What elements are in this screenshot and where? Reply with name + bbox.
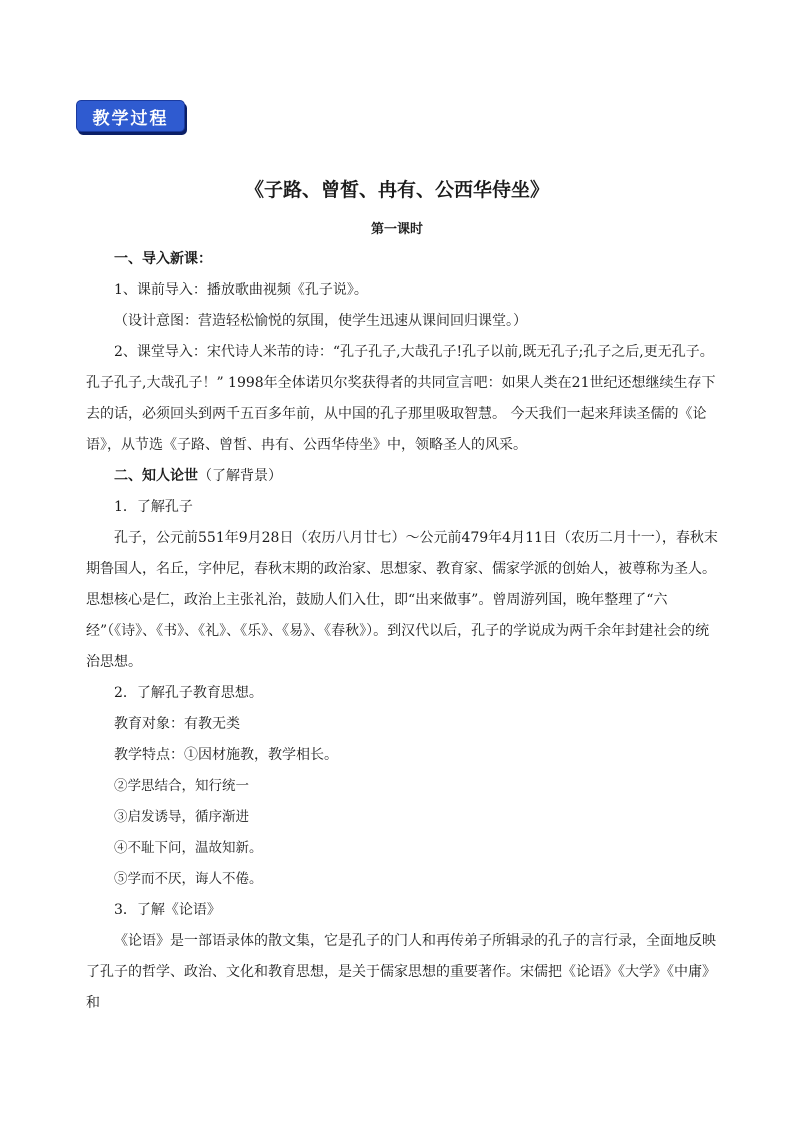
paragraph-confucius: 孔子，公元前551年9月28日（农历八月廿七）～公元前479年4月11日（农历二月十一），春秋末期鲁国人，名丘，字仲尼，春秋末期的政治家、思想家、教育家、儒家学派的创始人，被尊称为圣人。思想核心是仁，政治上主张礼治，鼓励人们入仕，即“出来做事”。曾周游列国，晚年整理了“六经”（《诗》、《书》、《礼》、《乐》、《易》、《春秋》）。到汉代以后，孔子的学说成为两千余年封建社会的统治思想。 — [86, 530, 718, 670]
feature-item-5: ⑤学而不厌，诲人不倦。 — [114, 871, 263, 887]
section2-heading-note: （了解背景） — [198, 468, 282, 484]
subheading-lunyu: 3．了解《论语》 — [114, 902, 221, 918]
section-badge: 教学过程 — [76, 100, 185, 132]
section2-heading — [86, 461, 718, 492]
section1-paragraph-3: 2、课堂导入：宋代诗人米芾的诗：“孔子孔子,大哉孔子!孔子以前,既无孔子;孔子之后,更无孔子。孔子孔子,大哉孔子！” 1998年全体诺贝尔奖获得者的共同宣言吧：如果人类在21世纪还想继续生存下去的话，必须回头到两千五百多年前，从中国的孔子那里吸取智慧。 今天我们一起来拜读圣儒的《论语》，从节选《子路、曾皙、冉有、公西华侍坐》中，领略圣人的风采。 — [86, 344, 716, 453]
section1-paragraph-1: 1、课前导入：播放歌曲视频《孔子说》。 — [114, 282, 368, 298]
page-subtitle: 第一课时 — [370, 222, 423, 237]
feature-item-3: ③启发诱导，循序渐进 — [114, 809, 249, 825]
subheading-education: 2．了解孔子教育思想。 — [114, 685, 263, 701]
feature-item-4: ④不耻下问，温故知新。 — [114, 840, 263, 856]
education-features: 教学特点：①因材施教，教学相长。 — [114, 747, 338, 763]
page-title: 《子路、曾皙、冉有、公西华侍坐》 — [244, 179, 549, 201]
subheading-confucius: 1．了解孔子 — [114, 499, 193, 515]
section1-heading: 一、导入新课： — [114, 251, 212, 267]
education-object: 教育对象：有教无类 — [114, 716, 240, 732]
section1-paragraph-2: （设计意图：营造轻松愉悦的氛围，使学生迅速从课间回归课堂。） — [114, 313, 527, 329]
feature-item-2: ②学思结合，知行统一 — [114, 778, 249, 794]
section2-heading-bold: 二、知人论世 — [114, 468, 198, 484]
paragraph-lunyu: 《论语》是一部语录体的散文集，它是孔子的门人和再传弟子所辑录的孔子的言行录，全面地反映了孔子的哲学、政治、文化和教育思想，是关于儒家思想的重要著作。宋儒把《论语》《大学》《中庸》和 — [86, 933, 716, 1011]
document-body — [86, 244, 718, 1019]
